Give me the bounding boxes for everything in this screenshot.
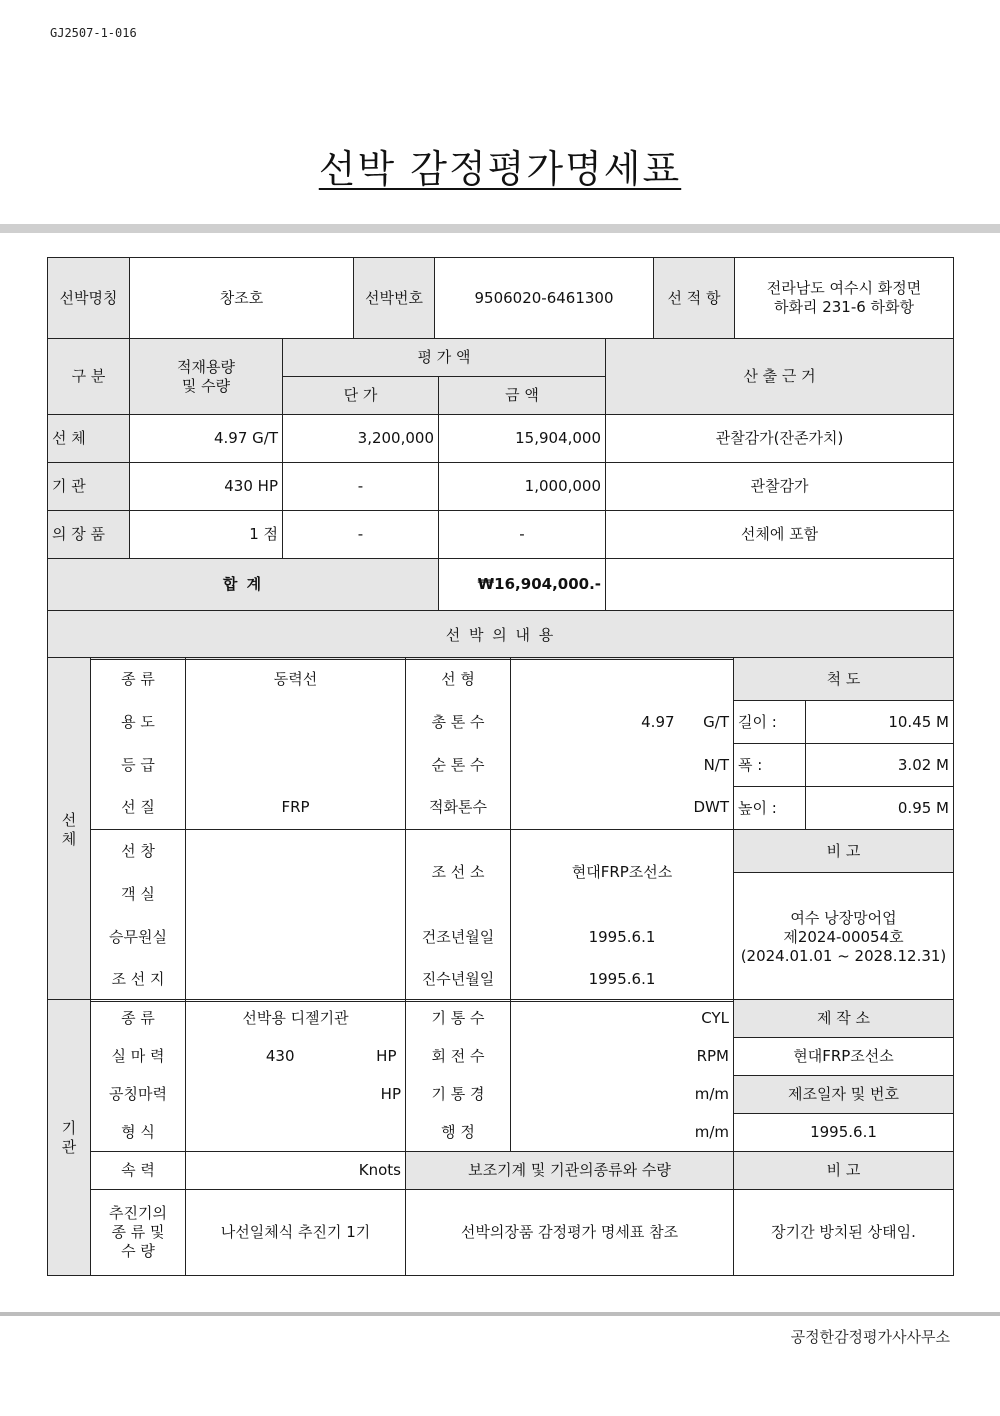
top-divider [0, 224, 1000, 233]
maker-value: 현대FRP조선소 [734, 1038, 954, 1076]
home-port-value [735, 258, 954, 339]
row-basis: 관찰감가(잔존가치) [606, 415, 954, 463]
deadweight-label: 적화톤수 [406, 787, 511, 830]
propulsion-label-line1: 추진기의 [109, 1204, 167, 1222]
net-tonnage-label: 순 톤 수 [406, 744, 511, 787]
row-capacity: 430 HP [130, 463, 283, 511]
row-amount: 1,000,000 [439, 463, 606, 511]
row-capacity: 4.97 G/T [130, 415, 283, 463]
actual-power-number: 430 [265, 1047, 295, 1065]
hull-use-value [186, 701, 406, 744]
home-port-label: 선 적 항 [654, 258, 735, 339]
ship-name-label: 선박명칭 [48, 258, 130, 339]
gross-tonnage-label: 총 톤 수 [406, 701, 511, 744]
actual-power-unit: HP [376, 1047, 397, 1065]
engine-remark-title: 비 고 [734, 1152, 954, 1190]
ship-number-label: 선박번호 [354, 258, 435, 339]
manufacture-value: 1995.6.1 [734, 1114, 954, 1152]
hull-material-label: 선 질 [91, 787, 186, 830]
cabin-label: 객 실 [91, 873, 186, 916]
propulsion-label-line2: 종 류 및 [111, 1223, 165, 1241]
launch-date-value: 1995.6.1 [511, 959, 734, 1002]
hull-remark-value [734, 873, 954, 1002]
hull-shape-value [511, 658, 734, 701]
remark-line3: (2024.01.01 ~ 2028.12.31) [740, 946, 947, 965]
total-label: 합 계 [48, 559, 439, 611]
rpm-label: 회 전 수 [406, 1038, 511, 1076]
row-unit-price: - [283, 511, 439, 559]
row-amount: 15,904,000 [439, 415, 606, 463]
ship-number-value: 9506020-6461300 [435, 258, 654, 339]
row-category: 기 관 [48, 463, 130, 511]
height-label: 높이 : [734, 787, 806, 830]
bottom-divider [0, 1312, 1000, 1316]
built-date-value: 1995.6.1 [511, 916, 734, 959]
hull-side-char1: 선 [61, 810, 77, 829]
cylinder-count-label: 기 통 수 [406, 1000, 511, 1038]
dimension-title: 척 도 [734, 658, 954, 701]
stroke-label: 행 정 [406, 1114, 511, 1152]
capacity-header [130, 339, 283, 415]
document-code: GJ2507-1-016 [50, 26, 137, 40]
hull-side-label [48, 658, 91, 1002]
row-amount: - [439, 511, 606, 559]
shipyard-label: 조 선 소 [406, 830, 511, 916]
nominal-power-label: 공칭마력 [91, 1076, 186, 1114]
capacity-header-line1: 적재용량 [177, 357, 235, 376]
hold-label: 선 창 [91, 830, 186, 873]
propulsion-label [91, 1190, 186, 1276]
shipyard-value: 현대FRP조선소 [511, 830, 734, 916]
actual-power-label: 실 마 력 [91, 1038, 186, 1076]
table-row [48, 463, 954, 511]
engine-type-label: 형 식 [91, 1114, 186, 1152]
crew-room-label: 승무원실 [91, 916, 186, 959]
manufacture-title: 제조일자 및 번호 [734, 1076, 954, 1114]
ship-header-table [47, 257, 954, 339]
engine-kind-value: 선박용 디젤기관 [186, 1000, 406, 1038]
hull-grade-value [186, 744, 406, 787]
hull-shape-label: 선 형 [406, 658, 511, 701]
actual-power-value [186, 1038, 406, 1076]
rpm-unit: RPM [511, 1038, 734, 1076]
nominal-power-unit: HP [186, 1076, 406, 1114]
hull-kind-label: 종 류 [91, 658, 186, 701]
row-unit-price: - [283, 463, 439, 511]
aux-machinery-value: 선박의장품 감정평가 명세표 참조 [406, 1190, 734, 1276]
width-label: 폭 : [734, 744, 806, 787]
deadweight-unit: DWT [511, 787, 734, 830]
engine-type-value [186, 1114, 406, 1152]
net-tonnage-unit: N/T [511, 744, 734, 787]
launch-date-label: 진수년월일 [406, 959, 511, 1002]
length-label: 길이 : [734, 701, 806, 744]
hull-grade-label: 등 급 [91, 744, 186, 787]
stroke-unit: m/m [511, 1114, 734, 1152]
document-title [0, 138, 1000, 193]
speed-unit: Knots [186, 1152, 406, 1190]
basis-header: 산 출 근 거 [606, 339, 954, 415]
propulsion-label-line3: 수 량 [121, 1242, 155, 1260]
row-unit-price: 3,200,000 [283, 415, 439, 463]
category-header: 구 분 [48, 339, 130, 415]
gross-tonnage-unit: G/T [703, 712, 729, 731]
ship-name-value: 창조호 [130, 258, 354, 339]
bore-unit: m/m [511, 1076, 734, 1114]
hull-table [47, 657, 954, 1002]
gross-tonnage-value [511, 701, 734, 744]
hull-material-value: FRP [186, 787, 406, 830]
built-place-label: 조 선 지 [91, 959, 186, 1002]
length-value: 10.45 M [806, 701, 954, 744]
engine-kind-label: 종 류 [91, 1000, 186, 1038]
hull-remark-title: 비 고 [734, 830, 954, 873]
propulsion-value: 나선일체식 추진기 1기 [186, 1190, 406, 1276]
built-date-label: 건조년월일 [406, 916, 511, 959]
value-header: 평 가 액 [283, 339, 606, 377]
row-capacity: 1 점 [130, 511, 283, 559]
remark-line2: 제2024-00054호 [783, 927, 904, 946]
hull-kind-value: 동력선 [186, 658, 406, 701]
gross-tonnage-number: 4.97 [641, 712, 675, 731]
height-value: 0.95 M [806, 787, 954, 830]
engine-side-label [48, 1000, 91, 1276]
remark-line1: 여수 낭장망어업 [790, 908, 897, 927]
row-category: 선 체 [48, 415, 130, 463]
office-name: 공정한감정평가사사무소 [790, 1328, 950, 1346]
hull-facilities-value [186, 830, 406, 1002]
engine-table [47, 999, 954, 1276]
engine-side-char2: 관 [61, 1137, 77, 1156]
engine-remark-value: 장기간 방치된 상태임. [734, 1190, 954, 1276]
row-basis: 선체에 포함 [606, 511, 954, 559]
hull-side-char2: 체 [61, 829, 77, 848]
hull-use-label: 용 도 [91, 701, 186, 744]
total-basis-empty [606, 559, 954, 611]
speed-label: 속 력 [91, 1152, 186, 1190]
amount-header: 금 액 [439, 377, 606, 415]
row-basis: 관찰감가 [606, 463, 954, 511]
width-value: 3.02 M [806, 744, 954, 787]
home-port-line2: 하화리 231-6 하화항 [773, 298, 915, 316]
aux-machinery-title: 보조기계 및 기관의종류와 수량 [406, 1152, 734, 1190]
table-row [48, 415, 954, 463]
valuation-table [47, 338, 954, 660]
title-text: 선박 감정평가명세표 [318, 147, 682, 191]
total-value: ₩16,904,000.- [439, 559, 606, 611]
unit-price-header: 단 가 [283, 377, 439, 415]
capacity-header-line2: 및 수량 [181, 376, 231, 395]
bore-label: 기 통 경 [406, 1076, 511, 1114]
home-port-line1: 전라남도 여수시 화정면 [766, 279, 922, 297]
maker-title: 제 작 소 [734, 1000, 954, 1038]
cylinder-count-unit: CYL [511, 1000, 734, 1038]
table-row [48, 511, 954, 559]
engine-side-char1: 기 [61, 1118, 77, 1137]
row-category: 의 장 품 [48, 511, 130, 559]
contents-title: 선 박 의 내 용 [48, 611, 954, 660]
